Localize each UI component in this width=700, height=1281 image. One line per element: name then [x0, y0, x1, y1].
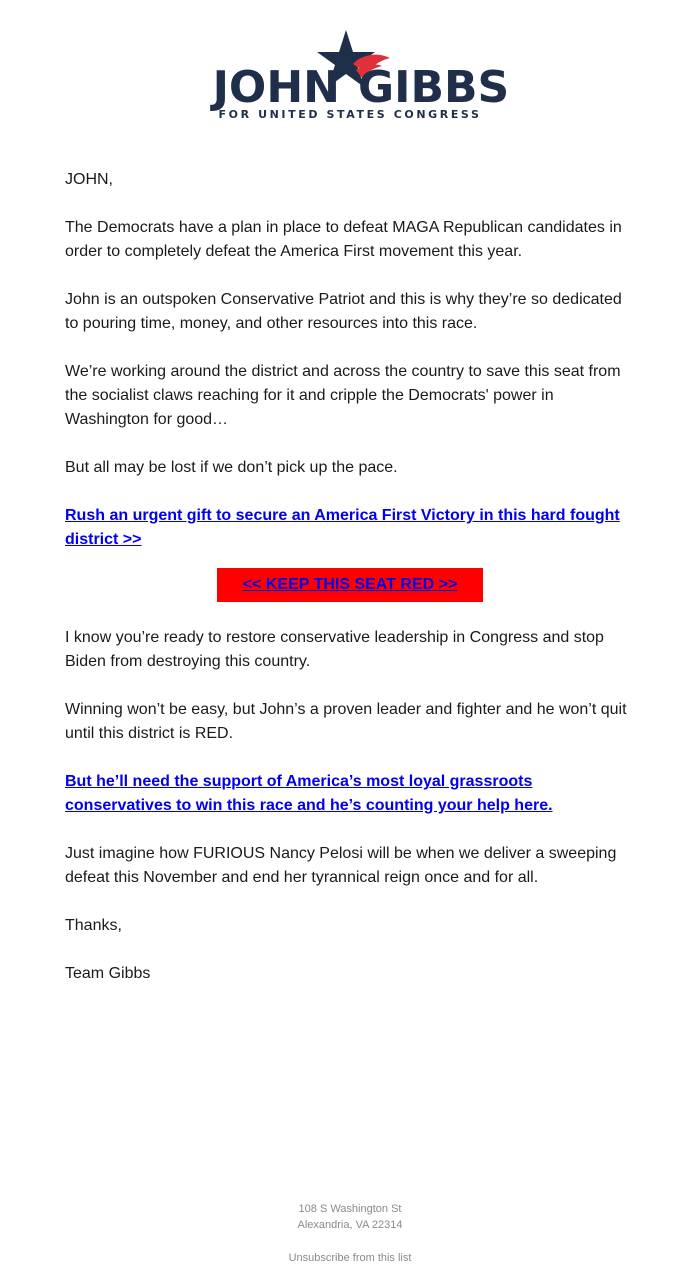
campaign-logo — [0, 22, 700, 126]
logo-tagline: FOR UNITED STATES CONGRESS — [218, 108, 482, 121]
button-container — [65, 568, 635, 602]
donate-link-urgent-gift[interactable]: Rush an urgent gift to secure an America First Victory in this hard fought district >> — [65, 507, 620, 548]
paragraph: We’re working around the district and across the country to save this seat from the socialist claws reaching for it and cripple the Democrats' power in Washington for good… — [65, 363, 621, 428]
signoff: Thanks, — [65, 917, 122, 934]
support-link-paragraph — [65, 770, 635, 818]
paragraph: John is an outspoken Conservative Patriot and this is why they’re so dedicated to pouring time, money, and other resources into this race. — [65, 291, 622, 332]
paragraph: Winning won’t be easy, but John’s a proven leader and fighter and he won’t quit until this district is RED. — [65, 701, 627, 742]
email-body — [65, 168, 635, 1010]
signature: Team Gibbs — [65, 965, 151, 982]
keep-seat-red-button[interactable]: << KEEP THIS SEAT RED >> — [217, 568, 483, 602]
email-footer — [0, 1201, 700, 1266]
paragraph: But all may be lost if we don’t pick up the pace. — [65, 459, 398, 476]
paragraph: Just imagine how FURIOUS Nancy Pelosi will be when we deliver a sweeping defeat this November and end her tyrannical reign once and for all. — [65, 845, 617, 886]
greeting: JOHN, — [65, 171, 113, 188]
donate-link-paragraph — [65, 504, 635, 552]
address-line-1: 108 S Washington St — [298, 1203, 402, 1215]
logo-last-name: GIBBS — [358, 62, 510, 113]
donate-link-support[interactable]: But he’ll need the support of America’s most loyal grassroots conservatives to win this race and he’s counting your help here. — [65, 773, 553, 814]
paragraph: The Democrats have a plan in place to defeat MAGA Republican candidates in order to completely defeat the America First movement this year. — [65, 219, 622, 260]
logo-first-name: JOHN — [212, 62, 340, 113]
paragraph: I know you’re ready to restore conservative leadership in Congress and stop Biden from destroying this country. — [65, 629, 604, 670]
unsubscribe-link[interactable]: Unsubscribe from this list — [288, 1252, 412, 1264]
address-line-2: Alexandria, VA 22314 — [297, 1219, 403, 1231]
